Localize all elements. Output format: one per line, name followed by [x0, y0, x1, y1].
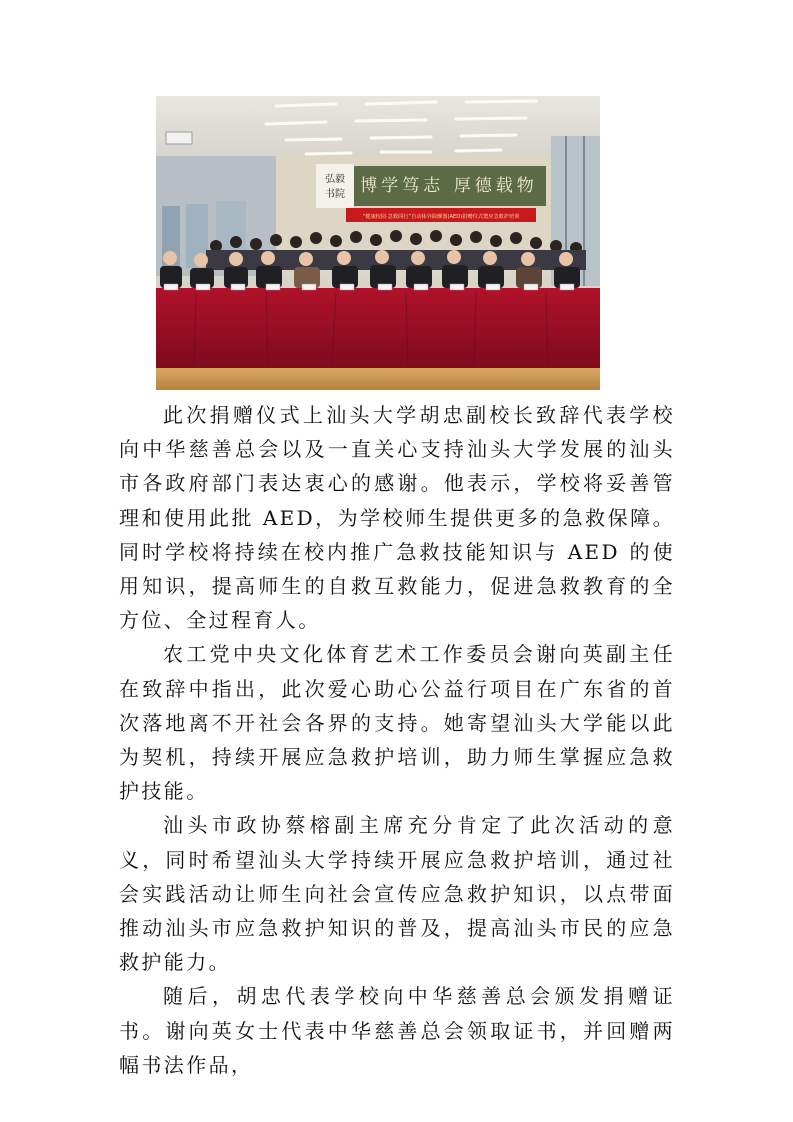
event-banner: “健康校园·急救同行”自动体外除颤器(AED)捐赠仪式暨应急救护培训 — [362, 214, 520, 220]
paragraph: 此次捐赠仪式上汕头大学胡忠副校长致辞代表学校向中华慈善总会以及一直关心支持汕头大学发展的汕头市各政府部门表达衷心的感谢。他表示，学校将妥善管理和使用此批 AED，为学校师生提供更多的急救保障。同时学校将持续在校内推广急救技能知识与 AED 的使用知识，提高师生的自救互救能力，促进急救教育的全方位、全过程育人。 — [119, 403, 675, 633]
article-body — [119, 398, 675, 1082]
paragraph: 汕头市政协蔡榕副主席充分肯定了此次活动的意义，同时希望汕头大学持续开展应急救护培训，通过社会实践活动让师生向社会宣传应急救护知识，以点带面推动汕头市应急救护知识的普及，提高汕头市民的应急救护能力。 — [119, 813, 675, 975]
paragraph: 随后，胡忠代表学校向中华慈善总会颁发捐赠证书。谢向英女士代表中华慈善总会领取证书，并回赠两幅书法作品， — [119, 984, 675, 1077]
table-cloth — [156, 288, 600, 368]
sign-motto: 博学笃志 厚德载物 — [360, 176, 538, 196]
sign-small-1: 弘毅 — [325, 174, 345, 185]
paragraph: 农工党中央文化体育艺术工作委员会谢向英副主任在致辞中指出，此次爱心助心公益行项目在广东省的首次落地离不开社会各界的支持。她寄望汕头大学能以此为契机，持续开展应急救护培训，助力师生掌握应急救护技能。 — [119, 642, 675, 804]
sign-small-2: 书院 — [325, 189, 345, 200]
event-photo — [156, 96, 600, 390]
event-photo-illustration — [156, 96, 600, 390]
